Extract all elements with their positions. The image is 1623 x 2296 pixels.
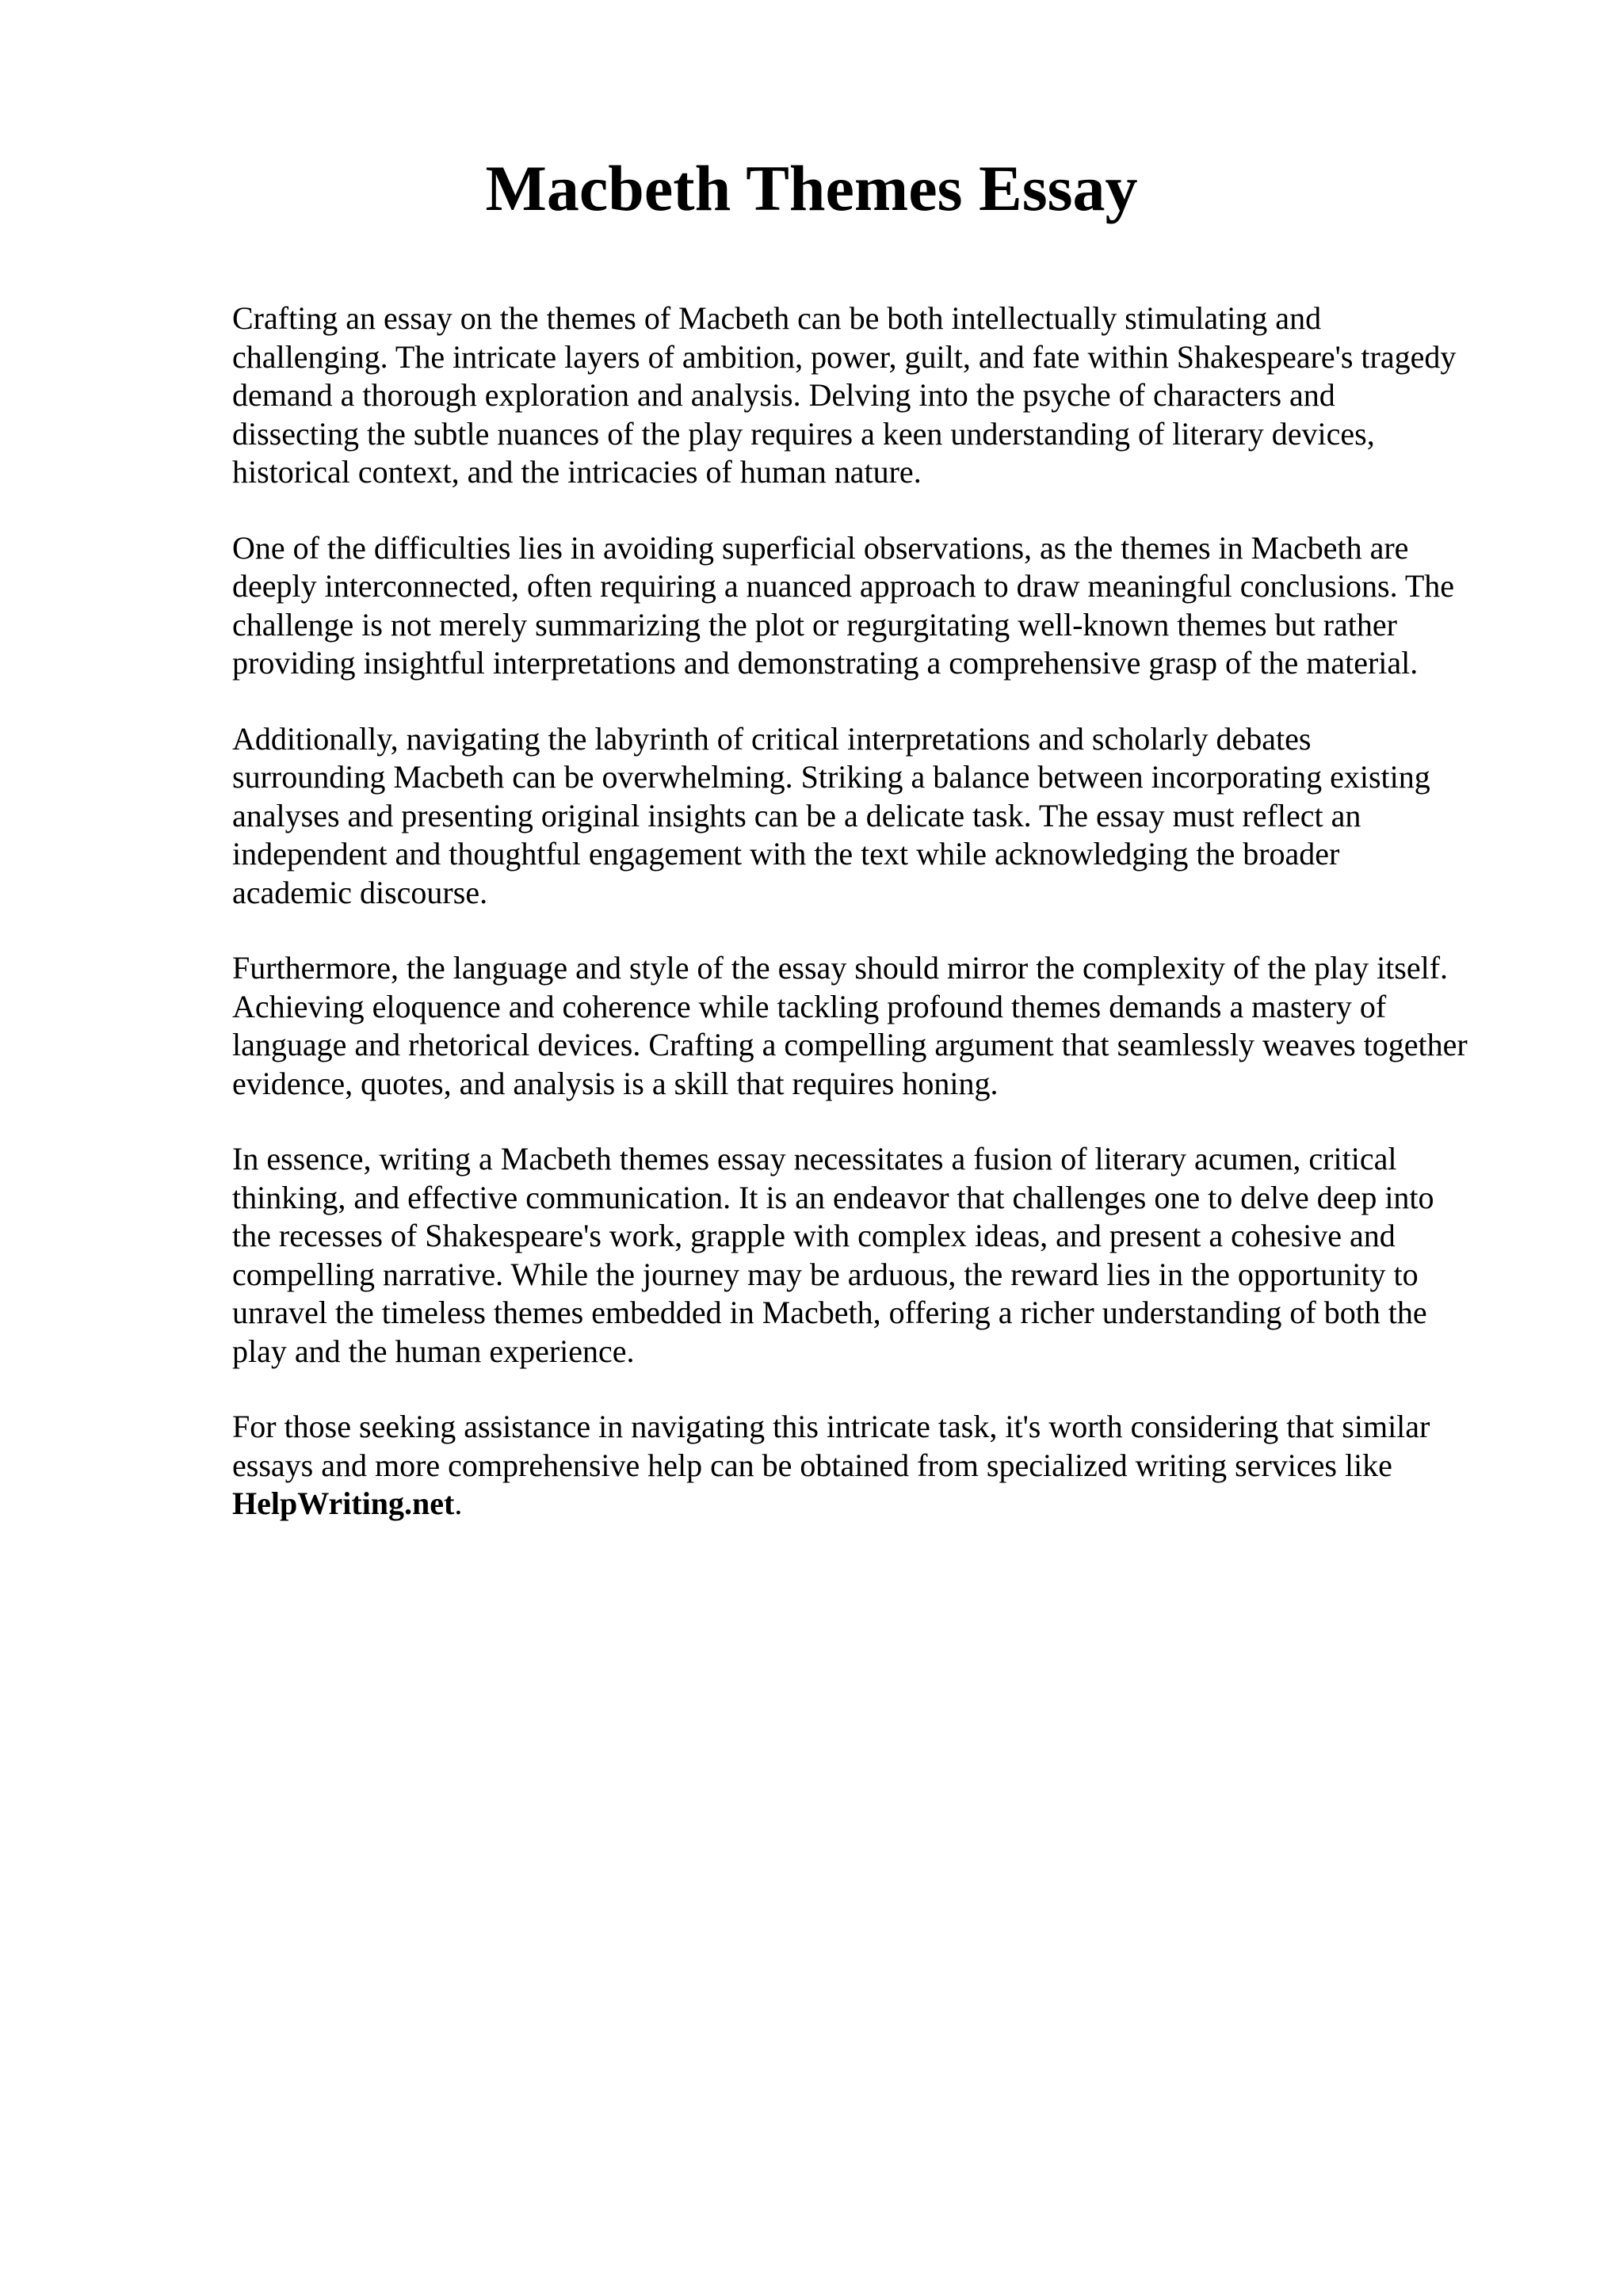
- closing-link-line: [232, 1485, 1532, 1524]
- paragraph-line: compelling narrative. While the journey may be arduous, the reward lies in the opportunity to: [232, 1256, 1419, 1292]
- paragraph-line: surrounding Macbeth can be overwhelming. Striking a balance between incorporating existing: [232, 759, 1430, 795]
- paragraph-line: Crafting an essay on the themes of Macbeth can be both intellectually stimulating and: [232, 300, 1322, 336]
- paragraph-5: [232, 1140, 1532, 1371]
- paragraph-line: In essence, writing a Macbeth themes essay necessitates a fusion of literary acumen, critical: [232, 1141, 1397, 1177]
- paragraph-line: Additionally, navigating the labyrinth of critical interpretations and scholarly debates: [232, 720, 1312, 757]
- essay-body: [232, 299, 1532, 1561]
- paragraph-line: play and the human experience.: [232, 1333, 635, 1369]
- paragraph-line: dissecting the subtle nuances of the play requires a keen understanding of literary devices,: [232, 415, 1375, 452]
- paragraph-line: challenge is not merely summarizing the plot or regurgitating well-known themes but rather: [232, 606, 1397, 643]
- paragraph-line: demand a thorough exploration and analysis. Delving into the psyche of characters and: [232, 377, 1335, 413]
- paragraph-line: historical context, and the intricacies of human nature.: [232, 454, 922, 490]
- paragraph-line: Achieving eloquence and coherence while tackling profound themes demands a mastery of: [232, 988, 1387, 1024]
- paragraph-3: [232, 720, 1532, 913]
- paragraph-line: analyses and presenting original insights can be a delicate task. The essay must reflect an: [232, 797, 1361, 833]
- paragraph-line: For those seeking assistance in navigating this intricate task, it's worth considering that similar: [232, 1409, 1430, 1444]
- paragraph-line: essays and more comprehensive help can be obtained from specialized writing services like: [232, 1447, 1392, 1483]
- paragraph-4: [232, 949, 1532, 1103]
- paragraph-line: independent and thoughtful engagement with the text while acknowledging the broader: [232, 836, 1340, 871]
- paragraph-closing: [232, 1408, 1532, 1524]
- paragraph-1: [232, 299, 1532, 492]
- paragraph-line: providing insightful interpretations and demonstrating a comprehensive grasp of the material.: [232, 645, 1419, 681]
- paragraph-line: Furthermore, the language and style of the essay should mirror the complexity of the play itself.: [232, 950, 1449, 986]
- paragraph-line: language and rhetorical devices. Crafting a compelling argument that seamlessly weaves together: [232, 1027, 1468, 1062]
- paragraph-line: thinking, and effective communication. It is an endeavor that challenges one to delve deep into: [232, 1179, 1434, 1215]
- paragraph-line: evidence, quotes, and analysis is a skill that requires honing.: [232, 1065, 999, 1101]
- helpwriting-link[interactable]: HelpWriting.net: [232, 1486, 455, 1521]
- paragraph-line: the recesses of Shakespeare's work, grapple with complex ideas, and present a cohesive and: [232, 1218, 1396, 1253]
- paragraph-line: deeply interconnected, often requiring a nuanced approach to draw meaningful conclusions. The: [232, 568, 1455, 604]
- paragraph-line: unravel the timeless themes embedded in Macbeth, offering a richer understanding of both the: [232, 1295, 1427, 1330]
- closing-period: .: [454, 1486, 463, 1521]
- page-title: Macbeth Themes Essay: [485, 152, 1138, 224]
- paragraph-line: challenging. The intricate layers of ambition, power, guilt, and fate within Shakespeare's tragedy: [232, 338, 1457, 375]
- paragraph-line: academic discourse.: [232, 874, 488, 910]
- paragraph-2: [232, 529, 1532, 683]
- paragraph-line: One of the difficulties lies in avoiding superficial observations, as the themes in Macbeth are: [232, 529, 1409, 566]
